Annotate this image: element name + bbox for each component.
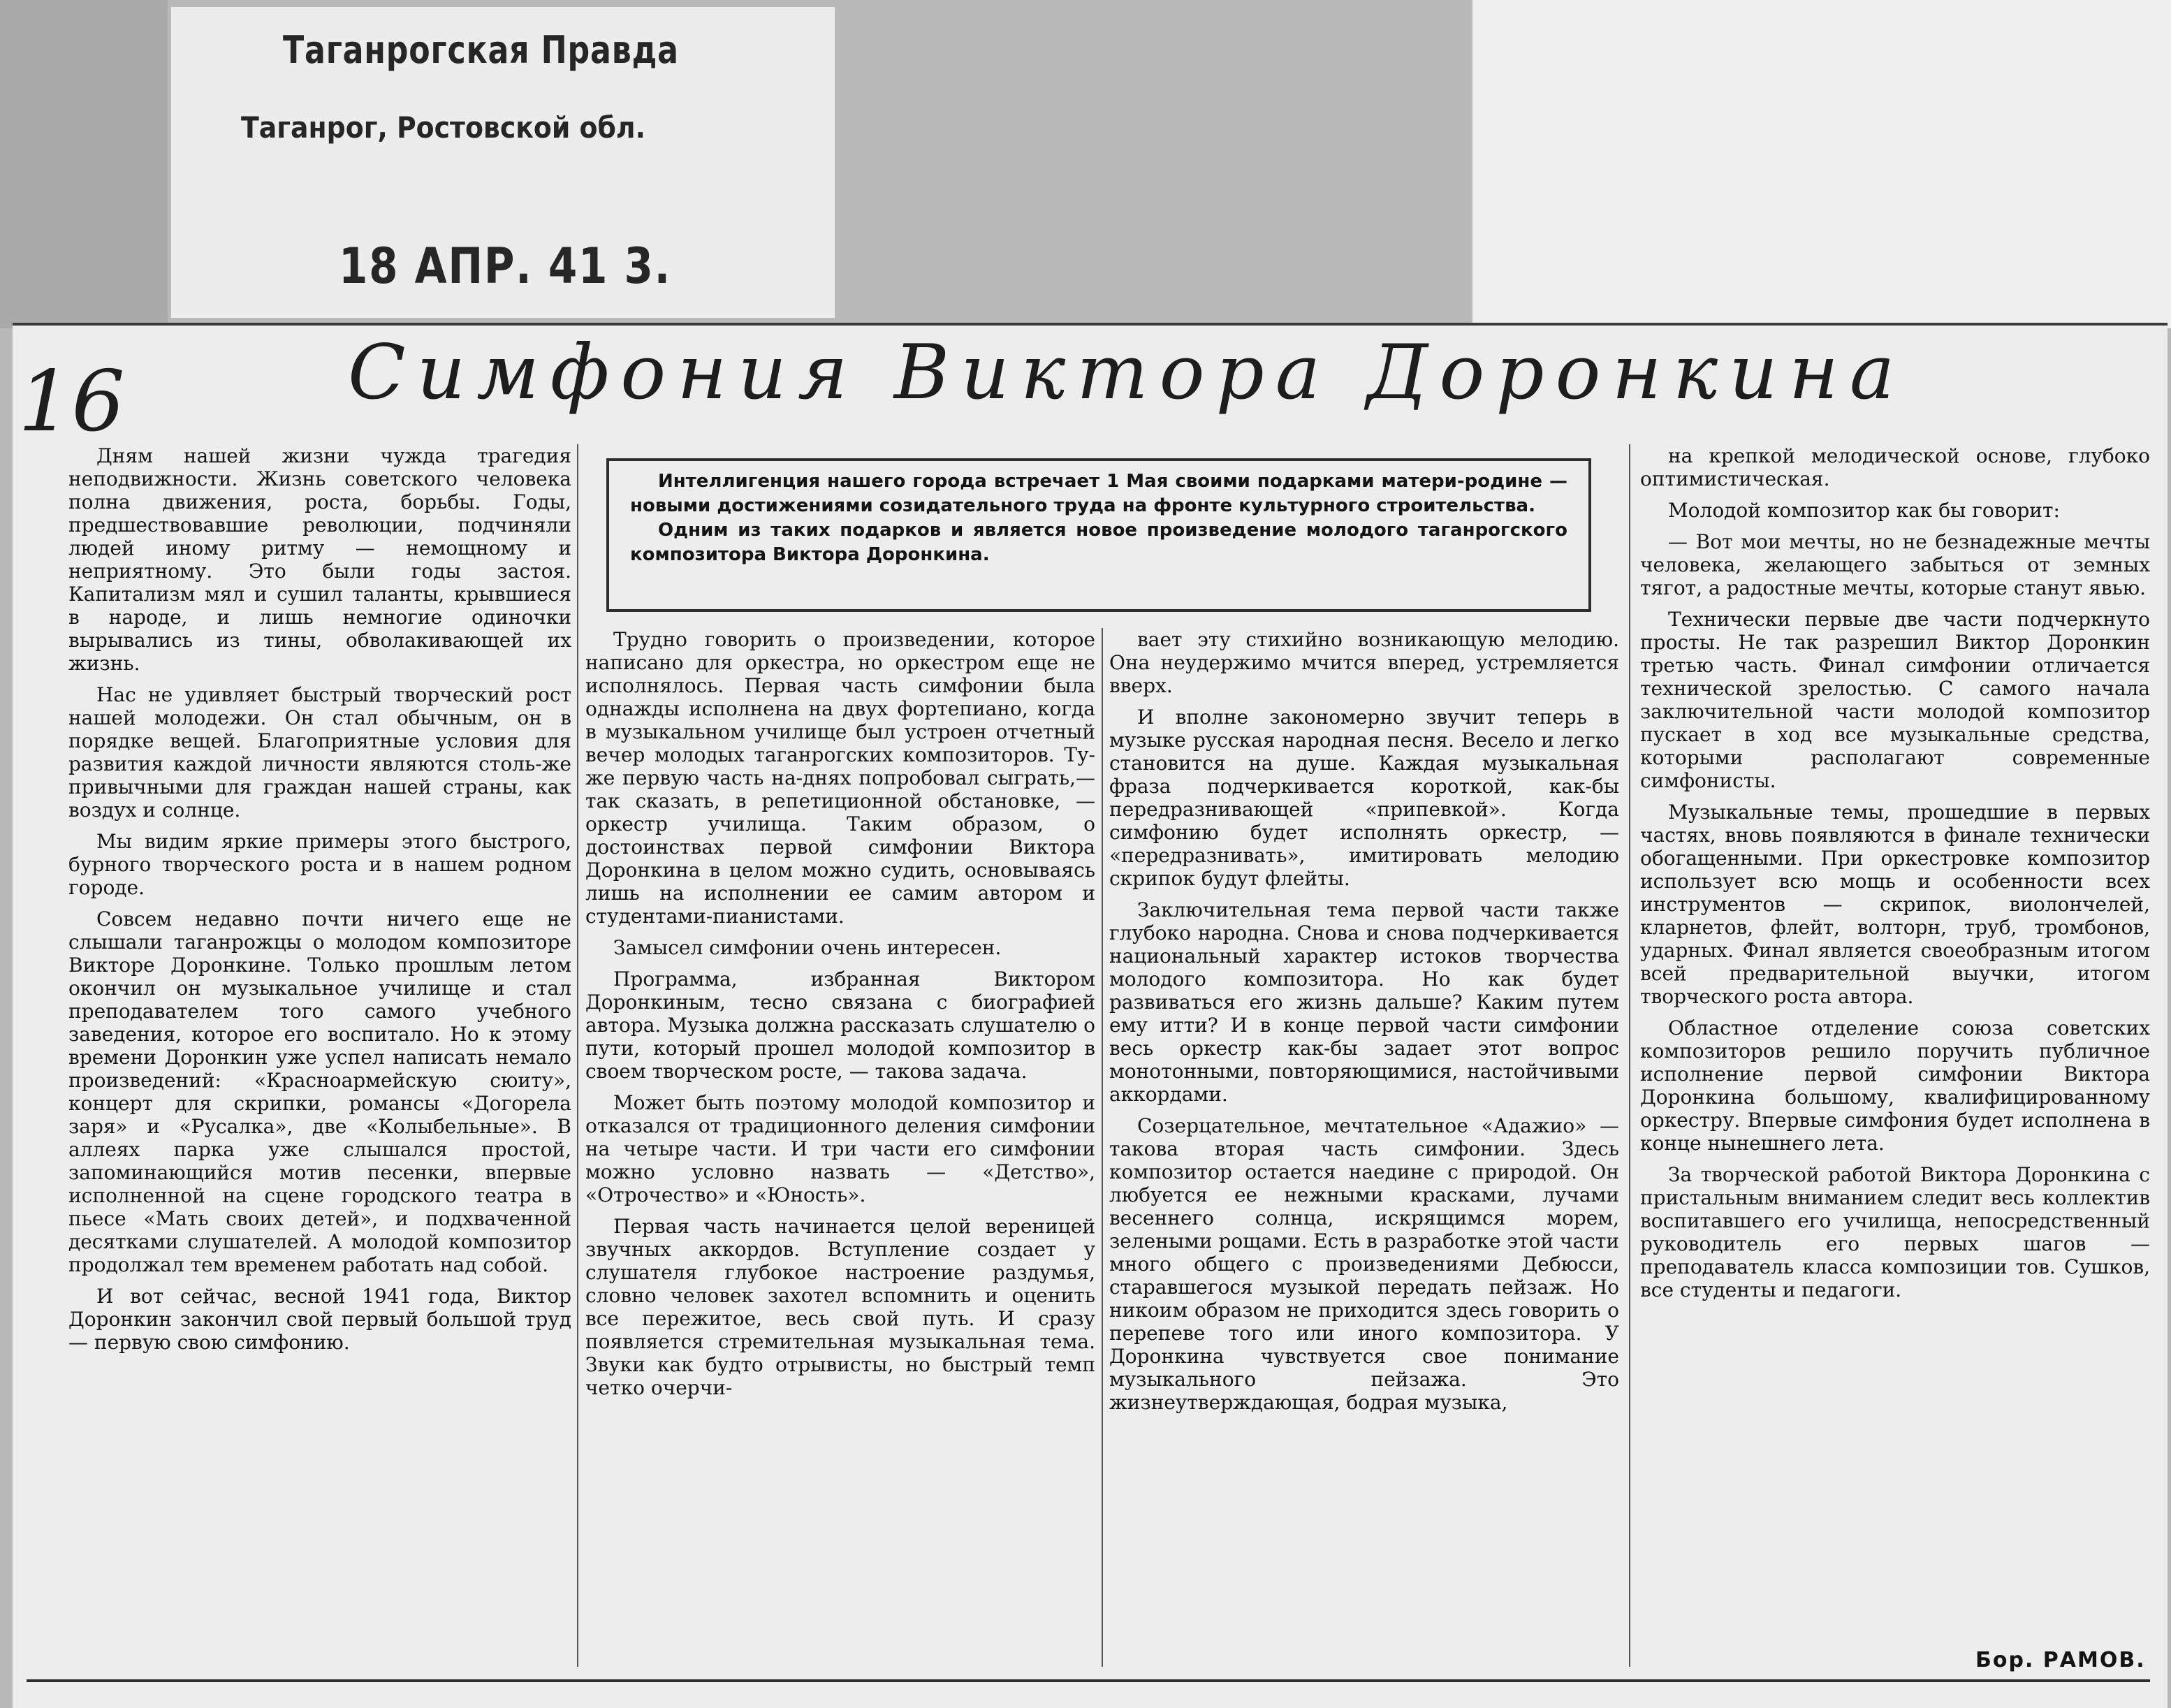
author-signature: Бор. РАМОВ. <box>1975 1648 2146 1672</box>
newspaper-article <box>13 323 2168 1708</box>
stamp-newspaper-name: Таганрогская Правда <box>283 28 679 72</box>
paragraph: Заключительная тема первой части также глубоко народна. Снова и снова подчеркивается национальный характер истоков творчества молодого композитора. Но как будет развиваться его жизнь дальше? Каким путем ему итти? И в конце первой части симфонии весь оркестр как-бы задает этот вопрос монотонными, повторяющимися, настойчивыми аккордами. <box>1109 898 1619 1106</box>
article-column-3 <box>1109 628 1619 1422</box>
paragraph: И вот сейчас, весной 1941 года, Виктор Доронкин закончил свой первый большой труд — первую свою симфонию. <box>68 1285 571 1354</box>
paragraph: Нас не удивляет быстрый творческий рост нашей молодежи. Он стал обычным, он в порядке вещей. Благоприятные условия для развития каждой личности являются столь-же привычными для граждан нашей страны, как воздух и солнце. <box>68 683 571 822</box>
paragraph: Может быть поэтому молодой композитор и отказался от традиционного деления симфонии на четыре части. И три части его симфонии можно условно назвать — «Детство», «Отрочество» и «Юность». <box>585 1091 1095 1206</box>
stamp-city: Таганрог, Ростовской обл. <box>241 110 645 145</box>
stamp-date: 18 АПР. 41 3. <box>339 238 671 295</box>
scan-background-left <box>0 0 168 328</box>
article-column-1 <box>68 444 571 1362</box>
paragraph: И вполне закономерно звучит теперь в музыке русская народная песня. Весело и легко становится на душе. Каждая музыкальная фраза подчеркивается короткой, как-бы передразнивающей «припевкой». Когда симфонию будет исполнять оркестр, — «передразнивать», имитировать мелодию скрипок будут флейты. <box>1109 706 1619 890</box>
column-divider <box>1102 628 1103 1667</box>
paragraph: Программа, избранная Виктором Доронкиным, тесно связана с биографией автора. Музыка должна рассказать слушателю о пути, который прошел молодой композитор в своем творческом росте, — такова задача. <box>585 968 1095 1083</box>
scan-background-right <box>1472 0 2171 328</box>
clipping-stamp <box>171 7 835 318</box>
paragraph: Совсем недавно почти ничего еще не слышали таганрожцы о молодом композиторе Викторе Доронкине. Только прошлым летом окончил он музыкальное училище и стал преподавателем того самого учебного заведения, которое его воспитало. Но к этому времени Доронкин уже успел написать немало произведений: «Красноармейскую сюиту», концерт для скрипки, романсы «Догорела заря» и «Русалка», две «Колыбельные». В аллеях парка уже слышался простой, запоминающийся мотив песенки, впервые исполненной на сцене городского театра в пьесе «Мать своих детей», и подхваченной десятками слушателей. А молодой композитор продолжал тем временем работать над собой. <box>68 907 571 1276</box>
paragraph: Областное отделение союза советских композиторов решило поручить публичное исполнение первой симфонии Виктора Доронкина большому, квалифицированному оркестру. Впервые симфония будет исполнена в конце нынешнего лета. <box>1640 1016 2150 1155</box>
paragraph: Замысел симфонии очень интересен. <box>613 936 1002 959</box>
paragraph: вает эту стихийно возникающую мелодию. Она неудержимо мчится вперед, устремляется вверх. <box>1109 628 1619 697</box>
paragraph: Дням нашей жизни чужда трагедия неподвижности. Жизнь советского человека полна движения, роста, борьбы. Годы, предшествовавшие революции, подчиняли людей иному ритму — немощному и неприятному. Это были годы застоя. Капитализм мял и сушил таланты, крывшиеся в народе, и лишь немногие одиночки вырывались из тины, обволакивающей их жизнь. <box>68 444 571 675</box>
paragraph: Трудно говорить о произведении, которое написано для оркестра, но оркестром еще не исполнялось. Первая часть симфонии была однажды исполнена на двух фортепиано, когда в музыкальном училище был устроен отчетный вечер молодых таганрогских композиторов. Ту-же первую часть на-днях попробовал сыграть,—так сказать, в репетиционной обстановке, — оркестр училища. Таким образом, о достоинствах первой симфонии Виктора Доронкина в целом можно судить, основываясь лишь на исполнении ее самим автором и студентами-пианистами. <box>585 628 1095 928</box>
article-column-2 <box>585 628 1095 1408</box>
lead-paragraph: Одним из таких подарков и является новое произведение молодого таганрогского композитора Виктора Доронкина. <box>630 520 1567 565</box>
paragraph: Первая часть начинается целой вереницей звучных аккордов. Вступление создает у слушателя глубокое настроение раздумья, словно человек захотел вспомнить и оценить все пережитое, весь свой путь. И сразу появляется стремительная музыкальная тема. Звуки как будто отрывисты, но быстрый темп четко очерчи- <box>585 1215 1095 1399</box>
paragraph: Музыкальные темы, прошедшие в первых частях, вновь появляются в финале технически обогащенными. При оркестровке композитор использует всю мощь и особенности всех инструментов — скрипок, виолончелей, кларнетов, флейт, волторн, труб, тромбонов, ударных. Финал является своеобразным итогом всей предварительной выучки, итогом творческого роста автора. <box>1640 801 2150 1008</box>
article-title: Симфония Виктора Доронкина <box>348 329 1906 416</box>
paragraph: Созерцательное, мечтательное «Адажио» — такова вторая часть симфонии. Здесь композитор остается наедине с природой. Он любуется ее нежными красками, лучами весеннего солнца, искрящимся морем, зелеными рощами. Есть в разработке этой части много общего с произведениями Дебюсси, старавшегося музыкой передать пейзаж. Но никоим образом не приходится здесь говорить о перепеве того или иного композитора. У Доронкина чувствуется свое понимание музыкального пейзажа. Это жизнеутверждающая, бодрая музыка, <box>1109 1114 1619 1414</box>
paragraph: За творческой работой Виктора Доронкина с пристальным вниманием следит весь коллектив воспитавшего его училища, непосредственный руководитель его первых шагов — преподаватель класса композиции тов. Сушков, все студенты и педагоги. <box>1640 1163 2150 1301</box>
handwritten-margin-number: 16 <box>18 353 125 451</box>
column-divider <box>1629 444 1630 1667</box>
paragraph: Мы видим яркие примеры этого быстрого, бурного творческого роста и в нашем родном городе. <box>68 830 571 899</box>
paragraph: на крепкой мелодической основе, глубоко оптимистическая. <box>1640 444 2150 490</box>
article-column-4 <box>1640 444 2150 1310</box>
bottom-rule <box>27 1679 2150 1682</box>
lead-paragraph: Интеллигенция нашего города встречает 1 Мая своими подарками матери-родине — новыми достижениями созидательного труда на фронте культурного строительства. <box>630 471 1567 516</box>
lead-box <box>606 458 1591 612</box>
paragraph: Технически первые две части подчеркнуто просты. Не так разрешил Виктор Доронкин третью часть. Финал симфонии отличается технической зрелостью. С самого начала заключительной части молодой композитор пускает в ход все музыкальные средства, которыми располагают современные симфонисты. <box>1640 608 2150 792</box>
paragraph: Молодой композитор как бы говорит: <box>1668 499 2060 522</box>
paragraph: — Вот мои мечты, но не безнадежные мечты человека, желающего забыться от земных тягот, а радостные мечты, которые станут явью. <box>1640 530 2150 599</box>
column-divider <box>577 444 578 1667</box>
